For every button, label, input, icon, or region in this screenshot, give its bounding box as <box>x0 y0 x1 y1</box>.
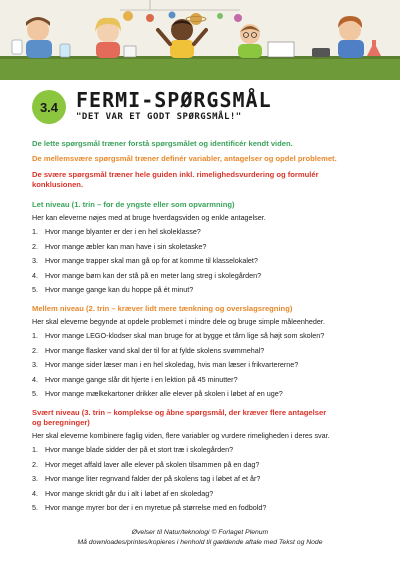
level-hard-questions <box>32 445 377 512</box>
worksheet-title-block <box>32 88 372 128</box>
level-medium-description: Her skal eleverne begynde at opdele problemet i mindre dele og bruge simple måleenheder. <box>32 317 325 326</box>
planet-icon <box>190 13 202 25</box>
question-text: Hvor meget affald laver alle elever på skolen tilsammen på en dag? <box>45 459 260 469</box>
table-surface <box>0 58 400 80</box>
beaker-icon <box>60 44 70 57</box>
list-item <box>32 271 377 280</box>
question-text: Hvor mange liter regnvand falder der på skolens tag i løbet af et år? <box>45 474 261 484</box>
planet-icon <box>169 12 176 19</box>
question-text: Hvor mange børn kan der stå på en meter lang streg i skolegården? <box>45 270 262 280</box>
question-number: 3. <box>32 474 38 484</box>
list-item <box>32 460 377 469</box>
list-item <box>32 256 377 265</box>
level-hard-heading-line-2: og beregninger) <box>32 418 90 427</box>
question-number: 4. <box>32 374 38 384</box>
paper-cup-icon <box>268 42 294 57</box>
list-item <box>32 389 377 398</box>
planet-icon <box>123 11 133 21</box>
page-subtitle: "DET VAR ET GODT SPØRGSMÅL!" <box>76 112 242 122</box>
list-item <box>32 242 377 251</box>
planet-icon <box>217 13 223 19</box>
burner-icon <box>312 48 330 57</box>
footer <box>20 528 380 548</box>
list-item <box>32 489 377 498</box>
list-item <box>32 331 377 340</box>
list-item <box>32 445 377 454</box>
beaker-icon <box>12 40 22 54</box>
question-number: 2. <box>32 459 38 469</box>
list-item <box>32 474 377 483</box>
question-number: 2. <box>32 345 38 355</box>
level-hard-description: Her skal eleverne kombinere faglig viden, flere variabler og vurdere rimeligheden i deres svar. <box>32 431 330 440</box>
level-easy-description: Her kan eleverne nøjes med at bruge hverdagsviden og enkle antagelser. <box>32 213 266 222</box>
intro-hard-line-2: konklusionen. <box>32 180 84 189</box>
list-item <box>32 227 377 236</box>
question-number: 1. <box>32 331 38 340</box>
kids-experiment-illustration <box>0 0 400 80</box>
section-number-badge: 3.4 <box>32 90 66 124</box>
list-item <box>32 375 377 384</box>
list-item <box>32 360 377 369</box>
question-text: Hvor mange flasker vand skal der til for at fylde skolens svømmehal? <box>45 345 265 355</box>
level-easy-section <box>32 200 377 300</box>
question-text: Hvor mange LEGO-klodser skal man bruge for at bygge et tårn lige så højt som skolen? <box>45 331 325 340</box>
level-easy-questions <box>32 227 377 294</box>
footer-copyright: Øvelser til Natur/teknologi © Forlaget Plenum <box>131 529 269 536</box>
intro-easy: De lette spørgsmål træner forstå spørgsmålet og identificér kendt viden. <box>32 139 293 148</box>
question-number: 4. <box>32 488 38 498</box>
question-text: Hvor mange blyanter er der i en hel skoleklasse? <box>45 227 201 236</box>
footer-license: Må downloades/printes/kopieres i henhold til gældende aftale med Tekst og Node <box>77 539 323 546</box>
level-hard-section <box>32 408 377 518</box>
question-text: Hvor mange trapper skal man gå op for at komme til klasselokalet? <box>45 256 258 266</box>
question-number: 1. <box>32 445 38 454</box>
question-number: 3. <box>32 360 38 370</box>
list-item <box>32 285 377 294</box>
question-number: 4. <box>32 270 38 280</box>
level-hard-heading-line-1: Svært niveau (3. trin – komplekse og åbne spørgsmål, der kræver flere antagelser <box>32 408 327 417</box>
list-item <box>32 346 377 355</box>
question-number: 5. <box>32 389 38 399</box>
page-title: FERMI-SPØRGSMÅL <box>76 88 272 112</box>
question-text: Hvor mange blade sidder der på et stort træ i skolegården? <box>45 445 234 454</box>
level-medium-questions <box>32 331 377 398</box>
question-number: 2. <box>32 241 38 251</box>
level-medium-section <box>32 304 377 404</box>
question-number: 1. <box>32 227 38 236</box>
planet-icon <box>234 14 242 22</box>
planet-icon <box>146 14 154 22</box>
level-hard-heading <box>32 408 377 428</box>
header-illustration <box>0 0 400 80</box>
question-text: Hvor mange sider læser man i en hel skoledag, hvis man læser i frikvartererne? <box>45 360 299 370</box>
level-medium-heading: Mellem niveau (2. trin – kræver lidt mere tænkning og overslagsregning) <box>32 304 293 313</box>
question-text: Hvor mange mælkekartoner drikker alle elever på skolen i løbet af en uge? <box>45 389 283 399</box>
question-text: Hvor mange myrer bor der i en myretue på størrelse med en fodbold? <box>45 503 267 513</box>
question-text: Hvor mange gange kan du hoppe på ét minut? <box>45 285 194 295</box>
question-number: 5. <box>32 503 38 513</box>
intro-hard <box>32 170 377 190</box>
intro-medium: De mellemsvære spørgsmål træner definér variabler, antagelser og opdel problemet. <box>32 154 337 163</box>
question-number: 3. <box>32 256 38 266</box>
question-text: Hvor mange skridt går du i alt i løbet af en skoledag? <box>45 488 214 498</box>
box-icon <box>124 46 136 57</box>
question-text: Hvor mange gange slår dit hjerte i en lektion på 45 minutter? <box>45 374 238 384</box>
intro-hard-line-1: De svære spørgsmål træner hele guiden inkl. rimelighedsvurdering og formulér <box>32 170 319 179</box>
list-item <box>32 503 377 512</box>
question-number: 5. <box>32 285 38 295</box>
question-text: Hvor mange æbler kan man have i sin skoletaske? <box>45 241 207 251</box>
level-easy-heading: Let niveau (1. trin – for de yngste eller som opvarmning) <box>32 200 235 209</box>
